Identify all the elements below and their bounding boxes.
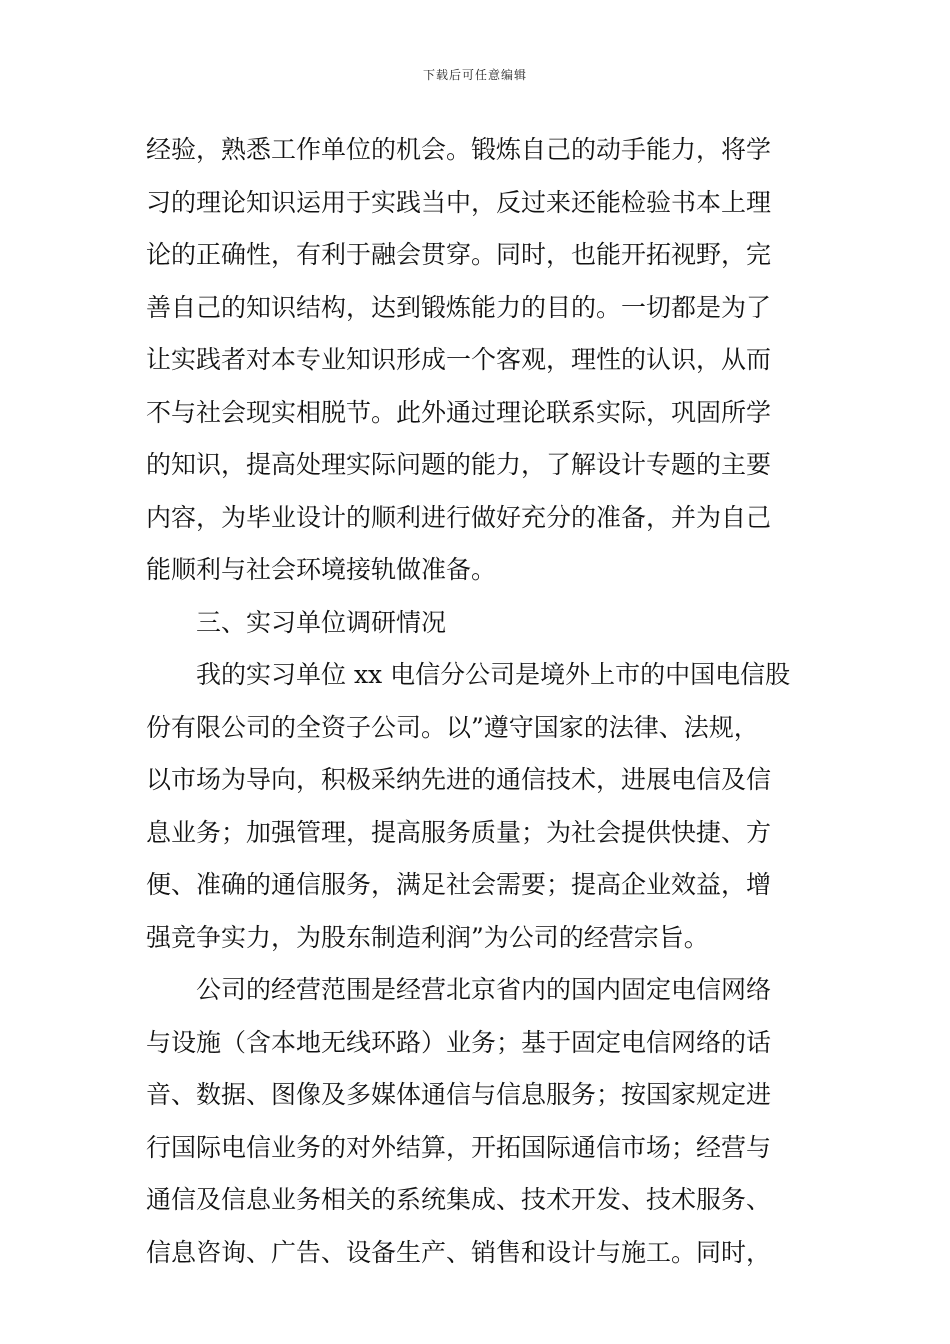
text-line: 以市场为导向，积极采纳先进的通信技术，进展电信及信 (146, 765, 772, 794)
text-line: 内容，为毕业设计的顺利进行做好充分的准备，并为自己 (146, 502, 772, 532)
text-line: 与设施（含本地无线环路）业务；基于固定电信网络的话 (146, 1027, 772, 1057)
text-line: 经验，熟悉工作单位的机会。锻炼自己的动手能力，将学 (146, 135, 772, 164)
text-line: 论的正确性，有利于融会贯穿。同时，也能开拓视野，完 (146, 240, 772, 269)
document-body (146, 124, 814, 1279)
text-line: 我的实习单位 xx 电信分公司是境外上市的中国电信股 (196, 660, 791, 689)
text-line: 音、数据、图像及多媒体通信与信息服务；按国家规定进 (146, 1080, 772, 1109)
text-line: 三、实习单位调研情况 (196, 607, 447, 637)
text-line: 通信及信息业务相关的系统集成、技术开发、技术服务、 (146, 1185, 772, 1214)
text-line: 习的理论知识运用于实践当中，反过来还能检验书本上理 (146, 187, 772, 217)
text-line: 信息咨询、广告、设备生产、销售和设计与施工。同时， (146, 1237, 772, 1267)
text-line: 份有限公司的全资子公司。以”遵守国家的法律、法规， (146, 712, 759, 742)
text-line: 不与社会现实相脱节。此外通过理论联系实际，巩固所学 (146, 397, 772, 427)
text-line: 的知识，提高处理实际问题的能力，了解设计专题的主要 (146, 450, 772, 479)
text-line: 行国际电信业务的对外结算，开拓国际通信市场；经营与 (146, 1132, 772, 1162)
text-line: 善自己的知识结构，达到锻炼能力的目的。一切都是为了 (146, 292, 772, 322)
text-line: 能顺利与社会环境接轨做准备。 (146, 555, 497, 584)
text-line: 便、准确的通信服务，满足社会需要；提高企业效益，增 (146, 870, 772, 899)
text-line: 公司的经营范围是经营北京省内的国内固定电信网络 (196, 975, 772, 1004)
text-line: 让实践者对本专业知识形成一个客观，理性的认识，从而 (146, 345, 772, 374)
text-line: 息业务；加强管理，提高服务质量；为社会提供快捷、方 (146, 817, 772, 847)
text-line: 强竞争实力，为股东制造利润”为公司的经营宗旨。 (146, 922, 709, 952)
page-header: 下载后可任意编辑 (422, 68, 527, 82)
